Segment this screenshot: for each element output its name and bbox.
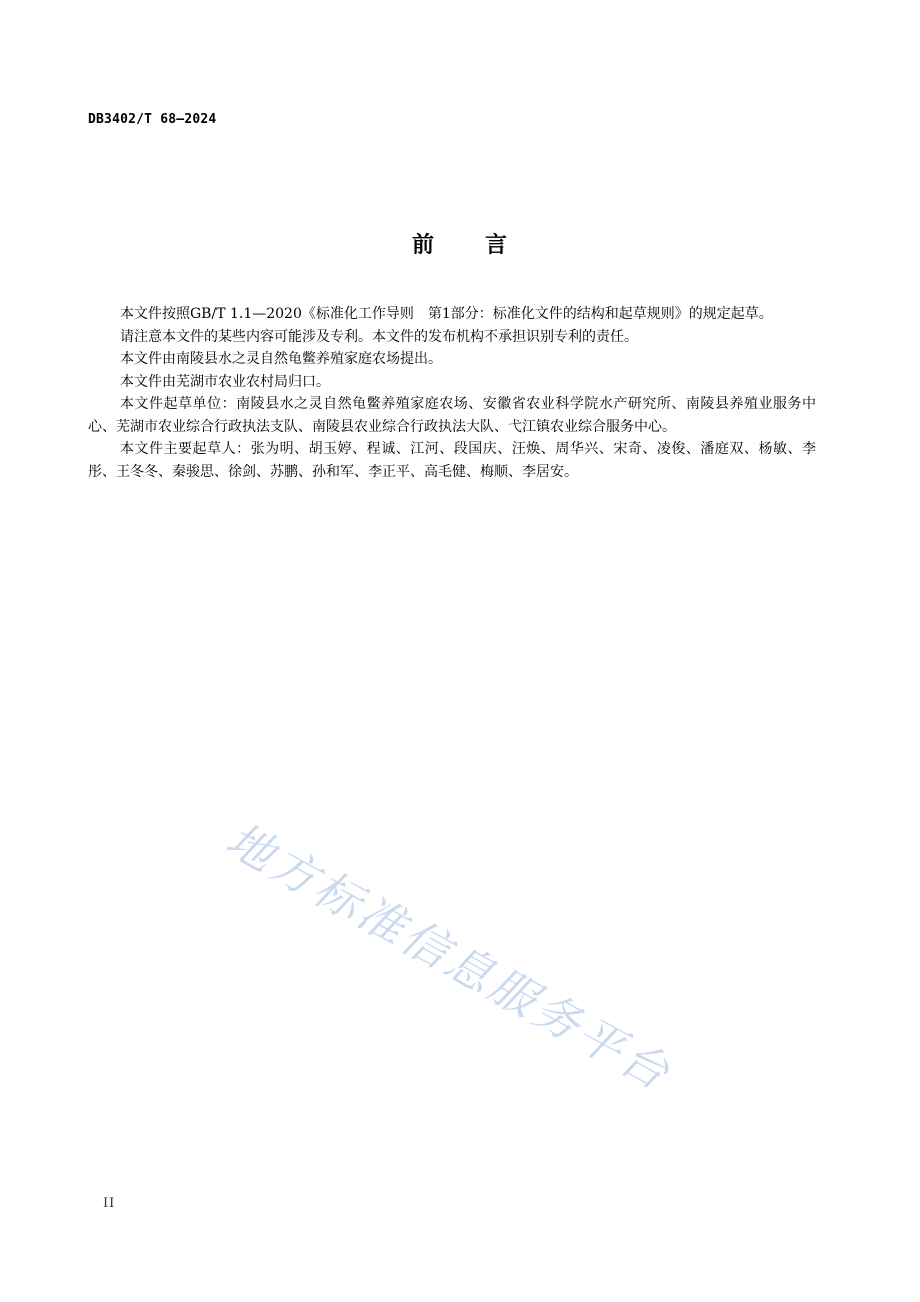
watermark-text: 地方标准信息服务平台 [217,812,681,1102]
paragraph-drafting-rules: 本文件按照GB/T 1.1—2020《标准化工作导则 第1部分：标准化文件的结构和起草规则》的规定起草。 [120,306,773,322]
title-char-1: 前 [411,233,435,258]
document-code: DB3402/T 68—2024 [88,112,217,127]
paragraph-drafters: 本文件主要起草人：张为明、胡玉婷、程诚、江河、段国庆、汪焕、周华兴、宋奇、凌俊、潘庭双、杨敏、李彤、王冬冬、秦骏思、徐剑、苏鹏、孙和军、李正平、高毛健、梅顺、李居安。 [88,441,816,480]
title-char-2: 言 [485,233,509,258]
page-number: II [103,1196,116,1211]
paragraph-proposer: 本文件由南陵县水之灵自然龟鳖养殖家庭农场提出。 [120,351,442,367]
paragraph-patent-notice: 请注意本文件的某些内容可能涉及专利。本文件的发布机构不承担识别专利的责任。 [120,328,638,345]
page-title [0,228,920,259]
foreword-body [88,303,816,483]
paragraph-administrator: 本文件由芜湖市农业农村局归口。 [120,373,330,390]
paragraph-drafting-units: 本文件起草单位：南陵县水之灵自然龟鳖养殖家庭农场、安徽省农业科学院水产研究所、南陵县养殖业服务中心、芜湖市农业综合行政执法支队、南陵县农业综合行政执法大队、弋江镇农业综合服务中心。 [88,396,816,435]
